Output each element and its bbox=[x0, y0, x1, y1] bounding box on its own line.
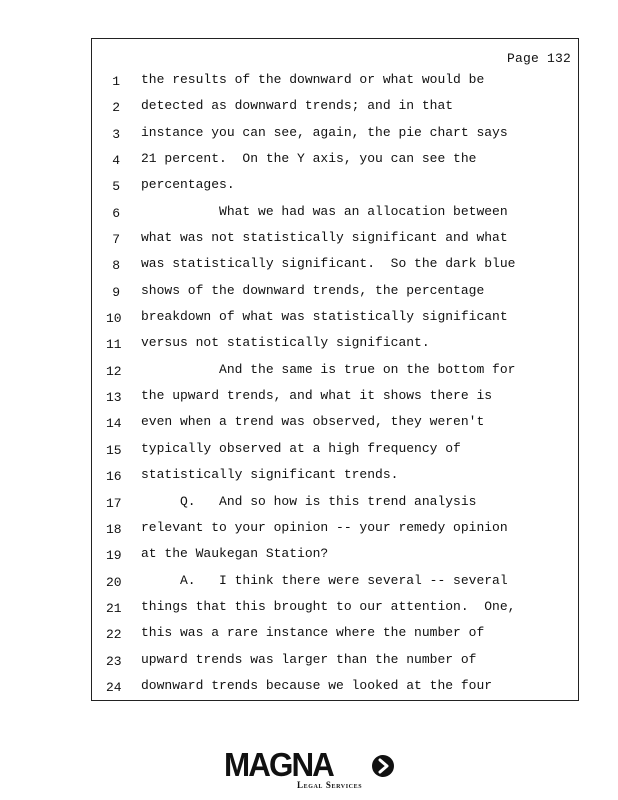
transcript-lines bbox=[92, 72, 578, 704]
logo-subtitle: Legal Services bbox=[297, 780, 363, 790]
line-number: 21 bbox=[106, 600, 122, 616]
chevron-right-icon bbox=[372, 755, 394, 777]
line-number: 9 bbox=[112, 284, 120, 300]
line-text: detected as downward trends; and in that bbox=[141, 98, 454, 114]
transcript-line bbox=[92, 151, 578, 177]
transcript-line bbox=[92, 467, 578, 493]
line-text: what was not statistically significant and what bbox=[141, 230, 508, 246]
transcript-line bbox=[92, 652, 578, 678]
line-number: 24 bbox=[106, 679, 122, 695]
line-text: percentages. bbox=[141, 177, 235, 193]
line-text: this was a rare instance where the number of bbox=[141, 625, 485, 641]
line-number: 19 bbox=[106, 548, 122, 564]
line-number: 5 bbox=[112, 179, 120, 195]
line-text: And the same is true on the bottom for bbox=[141, 361, 516, 377]
transcript-line bbox=[92, 256, 578, 282]
transcript-line bbox=[92, 678, 578, 704]
transcript-line bbox=[92, 573, 578, 599]
transcript-line bbox=[92, 125, 578, 151]
line-number: 2 bbox=[112, 100, 120, 116]
line-text: shows of the downward trends, the percentage bbox=[141, 282, 485, 298]
line-text: statistically significant trends. bbox=[141, 467, 399, 483]
line-text: the upward trends, and what it shows there is bbox=[141, 388, 493, 404]
line-number: 10 bbox=[106, 311, 122, 327]
line-number: 8 bbox=[112, 258, 120, 274]
line-number: 15 bbox=[106, 442, 122, 458]
transcript-line bbox=[92, 441, 578, 467]
line-text: at the Waukegan Station? bbox=[141, 546, 329, 562]
line-number: 14 bbox=[106, 416, 122, 432]
transcript-line bbox=[92, 520, 578, 546]
line-text: was statistically significant. So the dark blue bbox=[141, 256, 516, 272]
transcript-line bbox=[92, 599, 578, 625]
transcript-page bbox=[91, 38, 579, 701]
transcript-line bbox=[92, 98, 578, 124]
transcript-line bbox=[92, 72, 578, 98]
line-text: downward trends because we looked at the four bbox=[141, 677, 493, 693]
page-number: Page 132 bbox=[506, 51, 571, 66]
line-text: breakdown of what was statistically significant bbox=[141, 309, 508, 325]
line-number: 16 bbox=[106, 469, 122, 485]
line-text: relevant to your opinion -- your remedy opinion bbox=[141, 519, 508, 535]
line-number: 7 bbox=[112, 232, 120, 248]
transcript-line bbox=[92, 309, 578, 335]
line-number: 12 bbox=[106, 363, 122, 379]
line-number: 6 bbox=[112, 205, 120, 221]
transcript-line bbox=[92, 230, 578, 256]
line-text: A. I think there were several -- several bbox=[141, 572, 508, 588]
line-number: 18 bbox=[106, 521, 122, 537]
line-text: versus not statistically significant. bbox=[141, 335, 430, 351]
transcript-line bbox=[92, 414, 578, 440]
line-number: 1 bbox=[112, 74, 120, 89]
transcript-line bbox=[92, 204, 578, 230]
line-number: 4 bbox=[112, 153, 120, 169]
line-number: 22 bbox=[106, 627, 122, 643]
transcript-line bbox=[92, 362, 578, 388]
line-text: things that this brought to our attention. One, bbox=[141, 598, 516, 614]
transcript-line bbox=[92, 546, 578, 572]
logo-wordmark: MAGNA bbox=[224, 746, 333, 783]
line-number: 13 bbox=[106, 390, 122, 406]
magna-logo bbox=[224, 747, 399, 795]
transcript-line bbox=[92, 177, 578, 203]
line-number: 20 bbox=[106, 574, 122, 590]
line-text: 21 percent. On the Y axis, you can see the bbox=[141, 151, 477, 167]
transcript-line bbox=[92, 388, 578, 414]
line-text: What we had was an allocation between bbox=[141, 203, 508, 219]
line-text: the results of the downward or what would be bbox=[141, 72, 485, 87]
transcript-line bbox=[92, 494, 578, 520]
line-number: 3 bbox=[112, 126, 120, 142]
line-text: instance you can see, again, the pie chart says bbox=[141, 124, 508, 140]
line-text: even when a trend was observed, they weren't bbox=[141, 414, 485, 430]
transcript-line bbox=[92, 625, 578, 651]
line-number: 17 bbox=[106, 495, 122, 511]
line-number: 11 bbox=[106, 337, 122, 353]
line-number: 23 bbox=[106, 653, 122, 669]
transcript-line bbox=[92, 335, 578, 361]
line-text: upward trends was larger than the number of bbox=[141, 651, 477, 667]
line-text: typically observed at a high frequency of bbox=[141, 440, 461, 456]
line-text: Q. And so how is this trend analysis bbox=[141, 493, 477, 509]
transcript-line bbox=[92, 283, 578, 309]
